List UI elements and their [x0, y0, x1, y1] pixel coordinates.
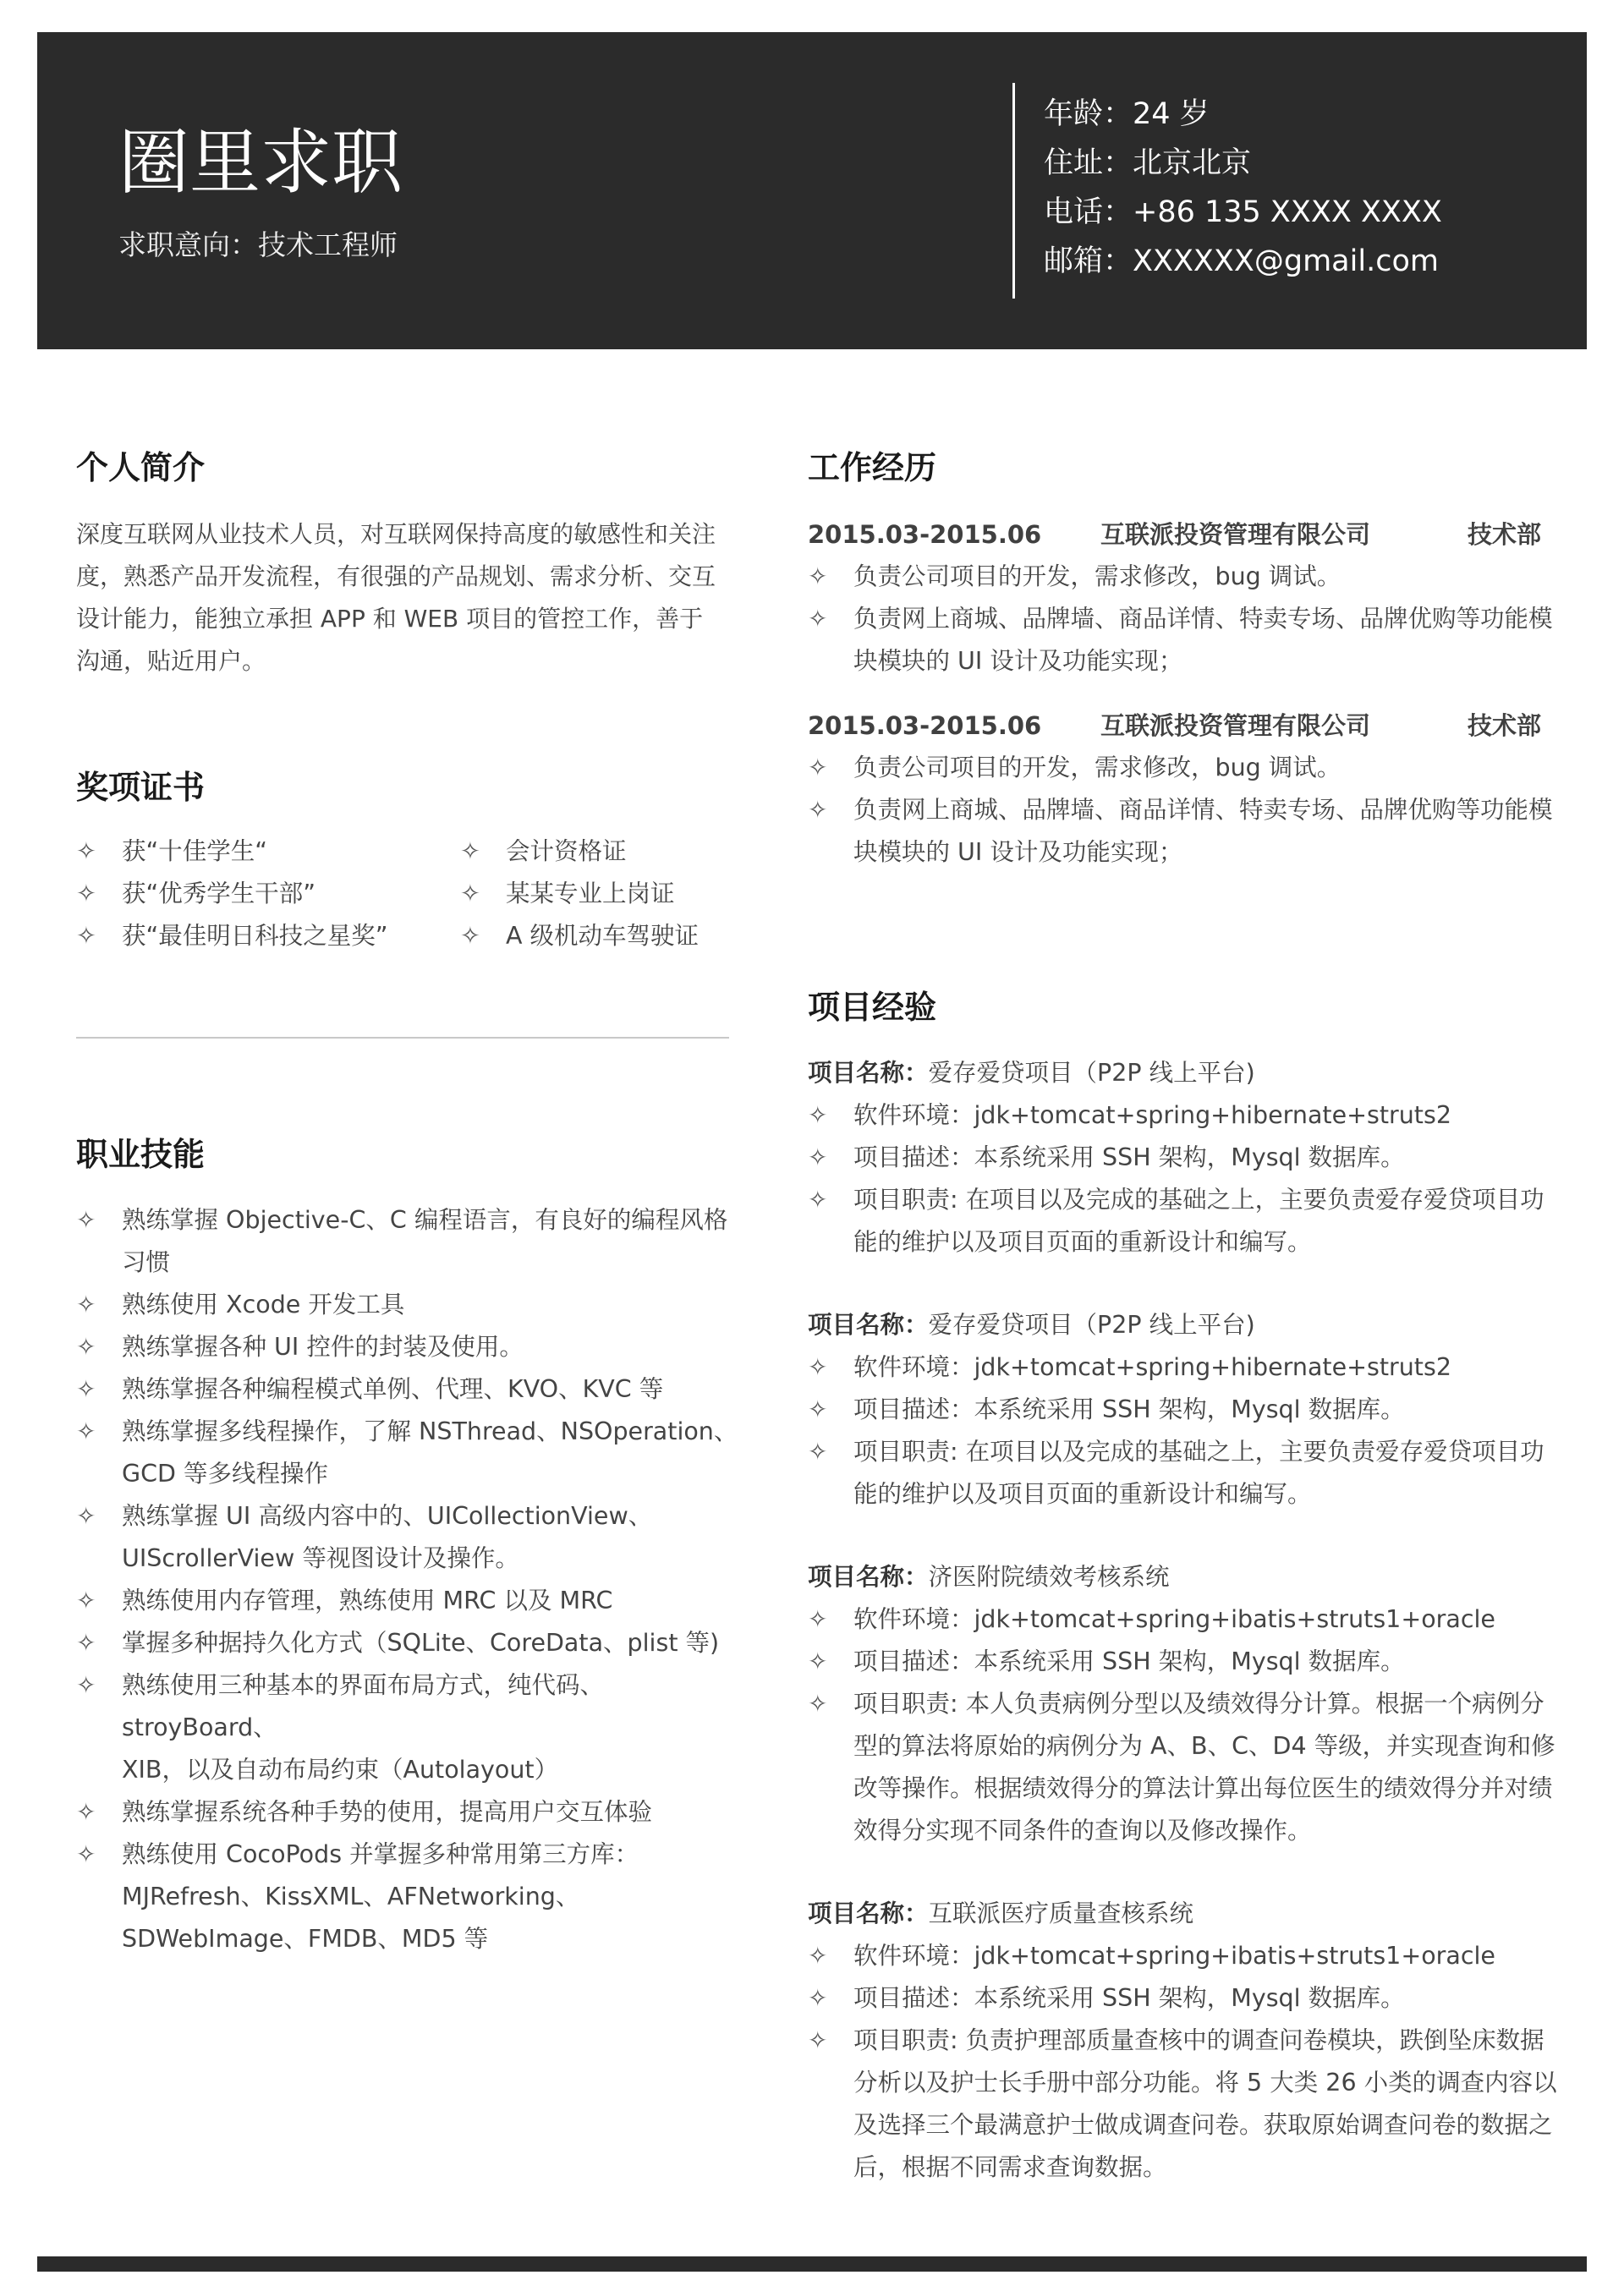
- contact-list: [1044, 90, 1442, 286]
- project-detail-item-line: 项目描述：本系统采用 SSH 架构，Mysql 数据库。: [853, 1647, 1405, 1675]
- job-duty-item-line: 负责公司项目的开发，需求修改，bug 调试。: [853, 562, 1341, 590]
- star-bullet-icon: ✧: [76, 922, 96, 950]
- project-detail-item-line: 项目描述：本系统采用 SSH 架构，Mysql 数据库。: [853, 1984, 1405, 2012]
- project-detail-item-line: 型的算法将原始的病例分为 A、B、C、D4 等级，并实现查询和修: [853, 1732, 1555, 1760]
- star-bullet-icon: ✧: [808, 1942, 828, 1970]
- project-detail-item-line: 软件环境：jdk+tomcat+spring+ibatis+struts1+oracle: [853, 1942, 1495, 1970]
- project-detail-item-line: 后，根据不同需求查询数据。: [853, 2153, 1167, 2181]
- profile-line: 沟通，贴近用户。: [76, 647, 266, 675]
- star-bullet-icon: ✧: [460, 880, 480, 907]
- project-detail-item-line: 效得分实现不同条件的查询以及修改操作。: [853, 1817, 1312, 1845]
- project-name-label: 项目名称：: [808, 1563, 929, 1591]
- star-bullet-icon: ✧: [76, 1840, 96, 1868]
- projects-title: 项目经验: [808, 989, 937, 1026]
- star-bullet-icon: ✧: [76, 1333, 96, 1361]
- skill-item-line: GCD 等多线程操作: [122, 1460, 328, 1488]
- project-detail-item: [808, 1431, 1561, 1516]
- star-bullet-icon: ✧: [76, 1798, 96, 1826]
- project-name-row: [808, 1304, 1561, 1346]
- awards-column-left: [76, 831, 388, 957]
- star-bullet-icon: ✧: [76, 1417, 96, 1445]
- project-details-list: [808, 1598, 1561, 1852]
- contact-address: 住址：北京北京: [1044, 146, 1252, 180]
- job-dept: 技术部: [1468, 711, 1542, 740]
- star-bullet-icon: ✧: [76, 1629, 96, 1657]
- job-duties-list: [808, 747, 1561, 874]
- star-bullet-icon: ✧: [808, 562, 828, 590]
- project-details-list: [808, 1935, 1561, 2189]
- star-bullet-icon: ✧: [76, 837, 96, 865]
- skill-item: [76, 1368, 753, 1411]
- job-duty-item: [808, 789, 1561, 874]
- project-detail-item-line: 项目职责: 本人负责病例分型以及绩效得分计算。根据一个病例分: [853, 1690, 1544, 1718]
- project-name-row: [808, 1052, 1561, 1094]
- project-detail-item-line: 项目描述：本系统采用 SSH 架构，Mysql 数据库。: [853, 1143, 1405, 1171]
- star-bullet-icon: ✧: [76, 1291, 96, 1318]
- project-details-list: [808, 1094, 1561, 1264]
- project-detail-item: [808, 1346, 1561, 1389]
- star-bullet-icon: ✧: [808, 605, 828, 633]
- star-bullet-icon: ✧: [808, 1101, 828, 1129]
- job-duties-list: [808, 556, 1561, 683]
- star-bullet-icon: ✧: [76, 1375, 96, 1403]
- job-duty-item: [808, 747, 1561, 789]
- contact-phone: 电话：+86 135 XXXX XXXX: [1044, 195, 1442, 229]
- star-bullet-icon: ✧: [460, 837, 480, 865]
- project-name: 爱存爱贷项目（P2P 线上平台): [928, 1059, 1255, 1087]
- awards-column-right: [460, 831, 699, 957]
- project-detail-item: [808, 1598, 1561, 1641]
- skill-item: [76, 1284, 753, 1326]
- project-detail-item: [808, 1977, 1561, 2020]
- star-bullet-icon: ✧: [808, 1186, 828, 1214]
- project-detail-item: [808, 1641, 1561, 1683]
- project-detail-item-line: 能的维护以及项目页面的重新设计和编写。: [853, 1228, 1312, 1256]
- skill-item-line: 熟练使用三种基本的界面布局方式，纯代码、stroyBoard、: [122, 1671, 605, 1741]
- skill-item-line: MJRefresh、KissXML、AFNetworking、: [122, 1883, 580, 1910]
- award-item: ✧ 某某专业上岗证: [460, 873, 699, 915]
- project-name-label: 项目名称：: [808, 1059, 929, 1087]
- star-bullet-icon: ✧: [808, 1984, 828, 2012]
- job-dept: 技术部: [1468, 520, 1542, 549]
- profile-line: 设计能力，能独立承担 APP 和 WEB 项目的管控工作，善于: [76, 605, 704, 633]
- star-bullet-icon: ✧: [76, 1587, 96, 1614]
- skill-item-line: 熟练掌握 Objective-C、C 编程语言，有良好的编程风格: [122, 1206, 728, 1234]
- skill-item-line: 熟练使用 CocoPods 并掌握多种常用第三方库：: [122, 1840, 639, 1868]
- job-duty-item: [808, 556, 1561, 598]
- star-bullet-icon: ✧: [808, 754, 828, 781]
- job-intent: 求职意向：技术工程师: [118, 228, 398, 261]
- skill-item-line: 熟练掌握多线程操作，了解 NSThread、NSOperation、: [122, 1417, 738, 1445]
- job-duty-item-line: 负责公司项目的开发，需求修改，bug 调试。: [853, 754, 1341, 781]
- project-details-list: [808, 1346, 1561, 1516]
- project-name-label: 项目名称：: [808, 1900, 929, 1927]
- header-banner: [37, 32, 1587, 349]
- project-name-row: [808, 1893, 1561, 1935]
- job-header: [808, 513, 1544, 556]
- skill-item: [76, 1580, 753, 1622]
- star-bullet-icon: ✧: [808, 1647, 828, 1675]
- skill-item: [76, 1834, 753, 1960]
- skill-item-line: 熟练使用 Xcode 开发工具: [122, 1291, 405, 1318]
- project-detail-item-line: 改等操作。根据绩效得分的算法计算出每位医生的绩效得分并对绩: [853, 1774, 1553, 1802]
- star-bullet-icon: ✧: [76, 1206, 96, 1234]
- skills-title: 职业技能: [76, 1136, 206, 1173]
- project-detail-item-line: 软件环境：jdk+tomcat+spring+hibernate+struts2: [853, 1353, 1451, 1381]
- project-detail-item-line: 软件环境：jdk+tomcat+spring+hibernate+struts2: [853, 1101, 1451, 1129]
- star-bullet-icon: ✧: [808, 1353, 828, 1381]
- skill-item-line: SDWebImage、FMDB、MD5 等: [122, 1925, 489, 1953]
- awards-title: 奖项证书: [76, 769, 206, 806]
- star-bullet-icon: ✧: [76, 1502, 96, 1530]
- award-item: ✧ 会计资格证: [460, 831, 699, 873]
- project-block: [808, 1052, 1561, 1264]
- job-period: 2015.03-2015.06: [808, 711, 1042, 740]
- project-name: 互联派医疗质量查核系统: [928, 1900, 1194, 1927]
- job-duty-item-line: 块模块的 UI 设计及功能实现；: [853, 647, 1183, 675]
- project-block: [808, 1556, 1561, 1852]
- project-name: 济医附院绩效考核系统: [928, 1563, 1170, 1591]
- project-block: [808, 1304, 1561, 1516]
- job-header: [808, 704, 1544, 747]
- star-bullet-icon: ✧: [808, 796, 828, 824]
- award-item: ✧ 获“最佳明日科技之星奖”: [76, 915, 388, 957]
- skill-item-line: XIB，以及自动布局约束（Autolayout）: [122, 1756, 559, 1784]
- star-bullet-icon: ✧: [808, 1605, 828, 1633]
- award-item: ✧ 获“十佳学生“: [76, 831, 388, 873]
- skill-item-line: 熟练掌握各种 UI 控件的封装及使用。: [122, 1333, 524, 1361]
- skill-item-line: UIScrollerView 等视图设计及操作。: [122, 1544, 519, 1572]
- star-bullet-icon: ✧: [808, 1438, 828, 1466]
- project-detail-item: [808, 2020, 1561, 2189]
- contact-email: 邮箱：XXXXXX@gmail.com: [1044, 244, 1439, 278]
- job-duty-item-line: 块模块的 UI 设计及功能实现；: [853, 838, 1183, 866]
- project-detail-item: [808, 1137, 1561, 1179]
- skill-item: [76, 1495, 753, 1580]
- skill-item-line: 熟练掌握各种编程模式单例、代理、KVO、KVC 等: [122, 1375, 664, 1403]
- star-bullet-icon: ✧: [808, 1143, 828, 1171]
- award-item: ✧ A 级机动车驾驶证: [460, 915, 699, 957]
- project-detail-item: [808, 1094, 1561, 1137]
- profile-line: 深度互联网从业技术人员，对互联网保持高度的敏感性和关注: [76, 520, 716, 548]
- star-bullet-icon: ✧: [808, 1395, 828, 1423]
- project-detail-item-line: 能的维护以及项目页面的重新设计和编写。: [853, 1480, 1312, 1508]
- job-duty-item-line: 负责网上商城、品牌墙、商品详情、特卖专场、品牌优购等功能模: [853, 796, 1553, 824]
- skill-item: [76, 1791, 753, 1834]
- skill-item-line: 熟练掌握系统各种手势的使用，提高用户交互体验: [122, 1798, 653, 1826]
- skill-item: [76, 1622, 753, 1664]
- project-name-label: 项目名称：: [808, 1311, 929, 1339]
- work-title: 工作经历: [808, 449, 937, 486]
- contact-age: 年龄：24 岁: [1044, 97, 1210, 131]
- job-company: 互联派投资管理有限公司: [1100, 520, 1371, 549]
- star-bullet-icon: ✧: [808, 1690, 828, 1718]
- skill-item-line: 掌握多种据持久化方式（SQLite、CoreData、plist 等): [122, 1629, 720, 1657]
- project-detail-item: [808, 1389, 1561, 1431]
- skill-item-line: 熟练使用内存管理，熟练使用 MRC 以及 MRC: [122, 1587, 613, 1614]
- header-divider: [1012, 83, 1015, 299]
- job-period: 2015.03-2015.06: [808, 520, 1042, 549]
- skill-item: [76, 1199, 753, 1284]
- skill-item-line: 习惯: [122, 1248, 171, 1276]
- project-detail-item: [808, 1179, 1561, 1264]
- project-detail-item: [808, 1683, 1561, 1852]
- award-item: ✧ 获“优秀学生干部”: [76, 873, 388, 915]
- star-bullet-icon: ✧: [76, 1671, 96, 1699]
- skill-item-line: 熟练掌握 UI 高级内容中的、UICollectionView、: [122, 1502, 653, 1530]
- project-detail-item-line: 及选择三个最满意护士做成调查问卷。获取原始调查问卷的数据之: [853, 2111, 1553, 2139]
- project-detail-item-line: 项目描述：本系统采用 SSH 架构，Mysql 数据库。: [853, 1395, 1405, 1423]
- footer-bar: [37, 2256, 1587, 2272]
- candidate-name: 圈里求职: [118, 121, 403, 204]
- star-bullet-icon: ✧: [76, 880, 96, 907]
- project-detail-item-line: 分析以及护士长手册中部分功能。将 5 大类 26 小类的调查内容以: [853, 2069, 1557, 2097]
- project-detail-item-line: 项目职责: 负责护理部质量查核中的调查问卷模块，跌倒坠床数据: [853, 2026, 1544, 2054]
- profile-title: 个人简介: [76, 449, 206, 486]
- project-detail-item-line: 软件环境：jdk+tomcat+spring+ibatis+struts1+oracle: [853, 1605, 1495, 1633]
- section-divider: [76, 1037, 729, 1039]
- profile-text: [76, 513, 744, 683]
- star-bullet-icon: ✧: [808, 2026, 828, 2054]
- profile-line: 度，熟悉产品开发流程，有很强的产品规划、需求分析、交互: [76, 562, 716, 590]
- project-detail-item-line: 项目职责: 在项目以及完成的基础之上，主要负责爱存爱贷项目功: [853, 1186, 1544, 1214]
- skills-list: [76, 1199, 753, 1960]
- project-name: 爱存爱贷项目（P2P 线上平台): [928, 1311, 1255, 1339]
- skill-item: [76, 1326, 753, 1368]
- project-detail-item-line: 项目职责: 在项目以及完成的基础之上，主要负责爱存爱贷项目功: [853, 1438, 1544, 1466]
- star-bullet-icon: ✧: [460, 922, 480, 950]
- project-detail-item: [808, 1935, 1561, 1977]
- skill-item: [76, 1411, 753, 1495]
- project-name-row: [808, 1556, 1561, 1598]
- project-block: [808, 1893, 1561, 2189]
- job-duty-item-line: 负责网上商城、品牌墙、商品详情、特卖专场、品牌优购等功能模: [853, 605, 1553, 633]
- job-company: 互联派投资管理有限公司: [1100, 711, 1371, 740]
- skill-item: [76, 1664, 753, 1791]
- job-duty-item: [808, 598, 1561, 683]
